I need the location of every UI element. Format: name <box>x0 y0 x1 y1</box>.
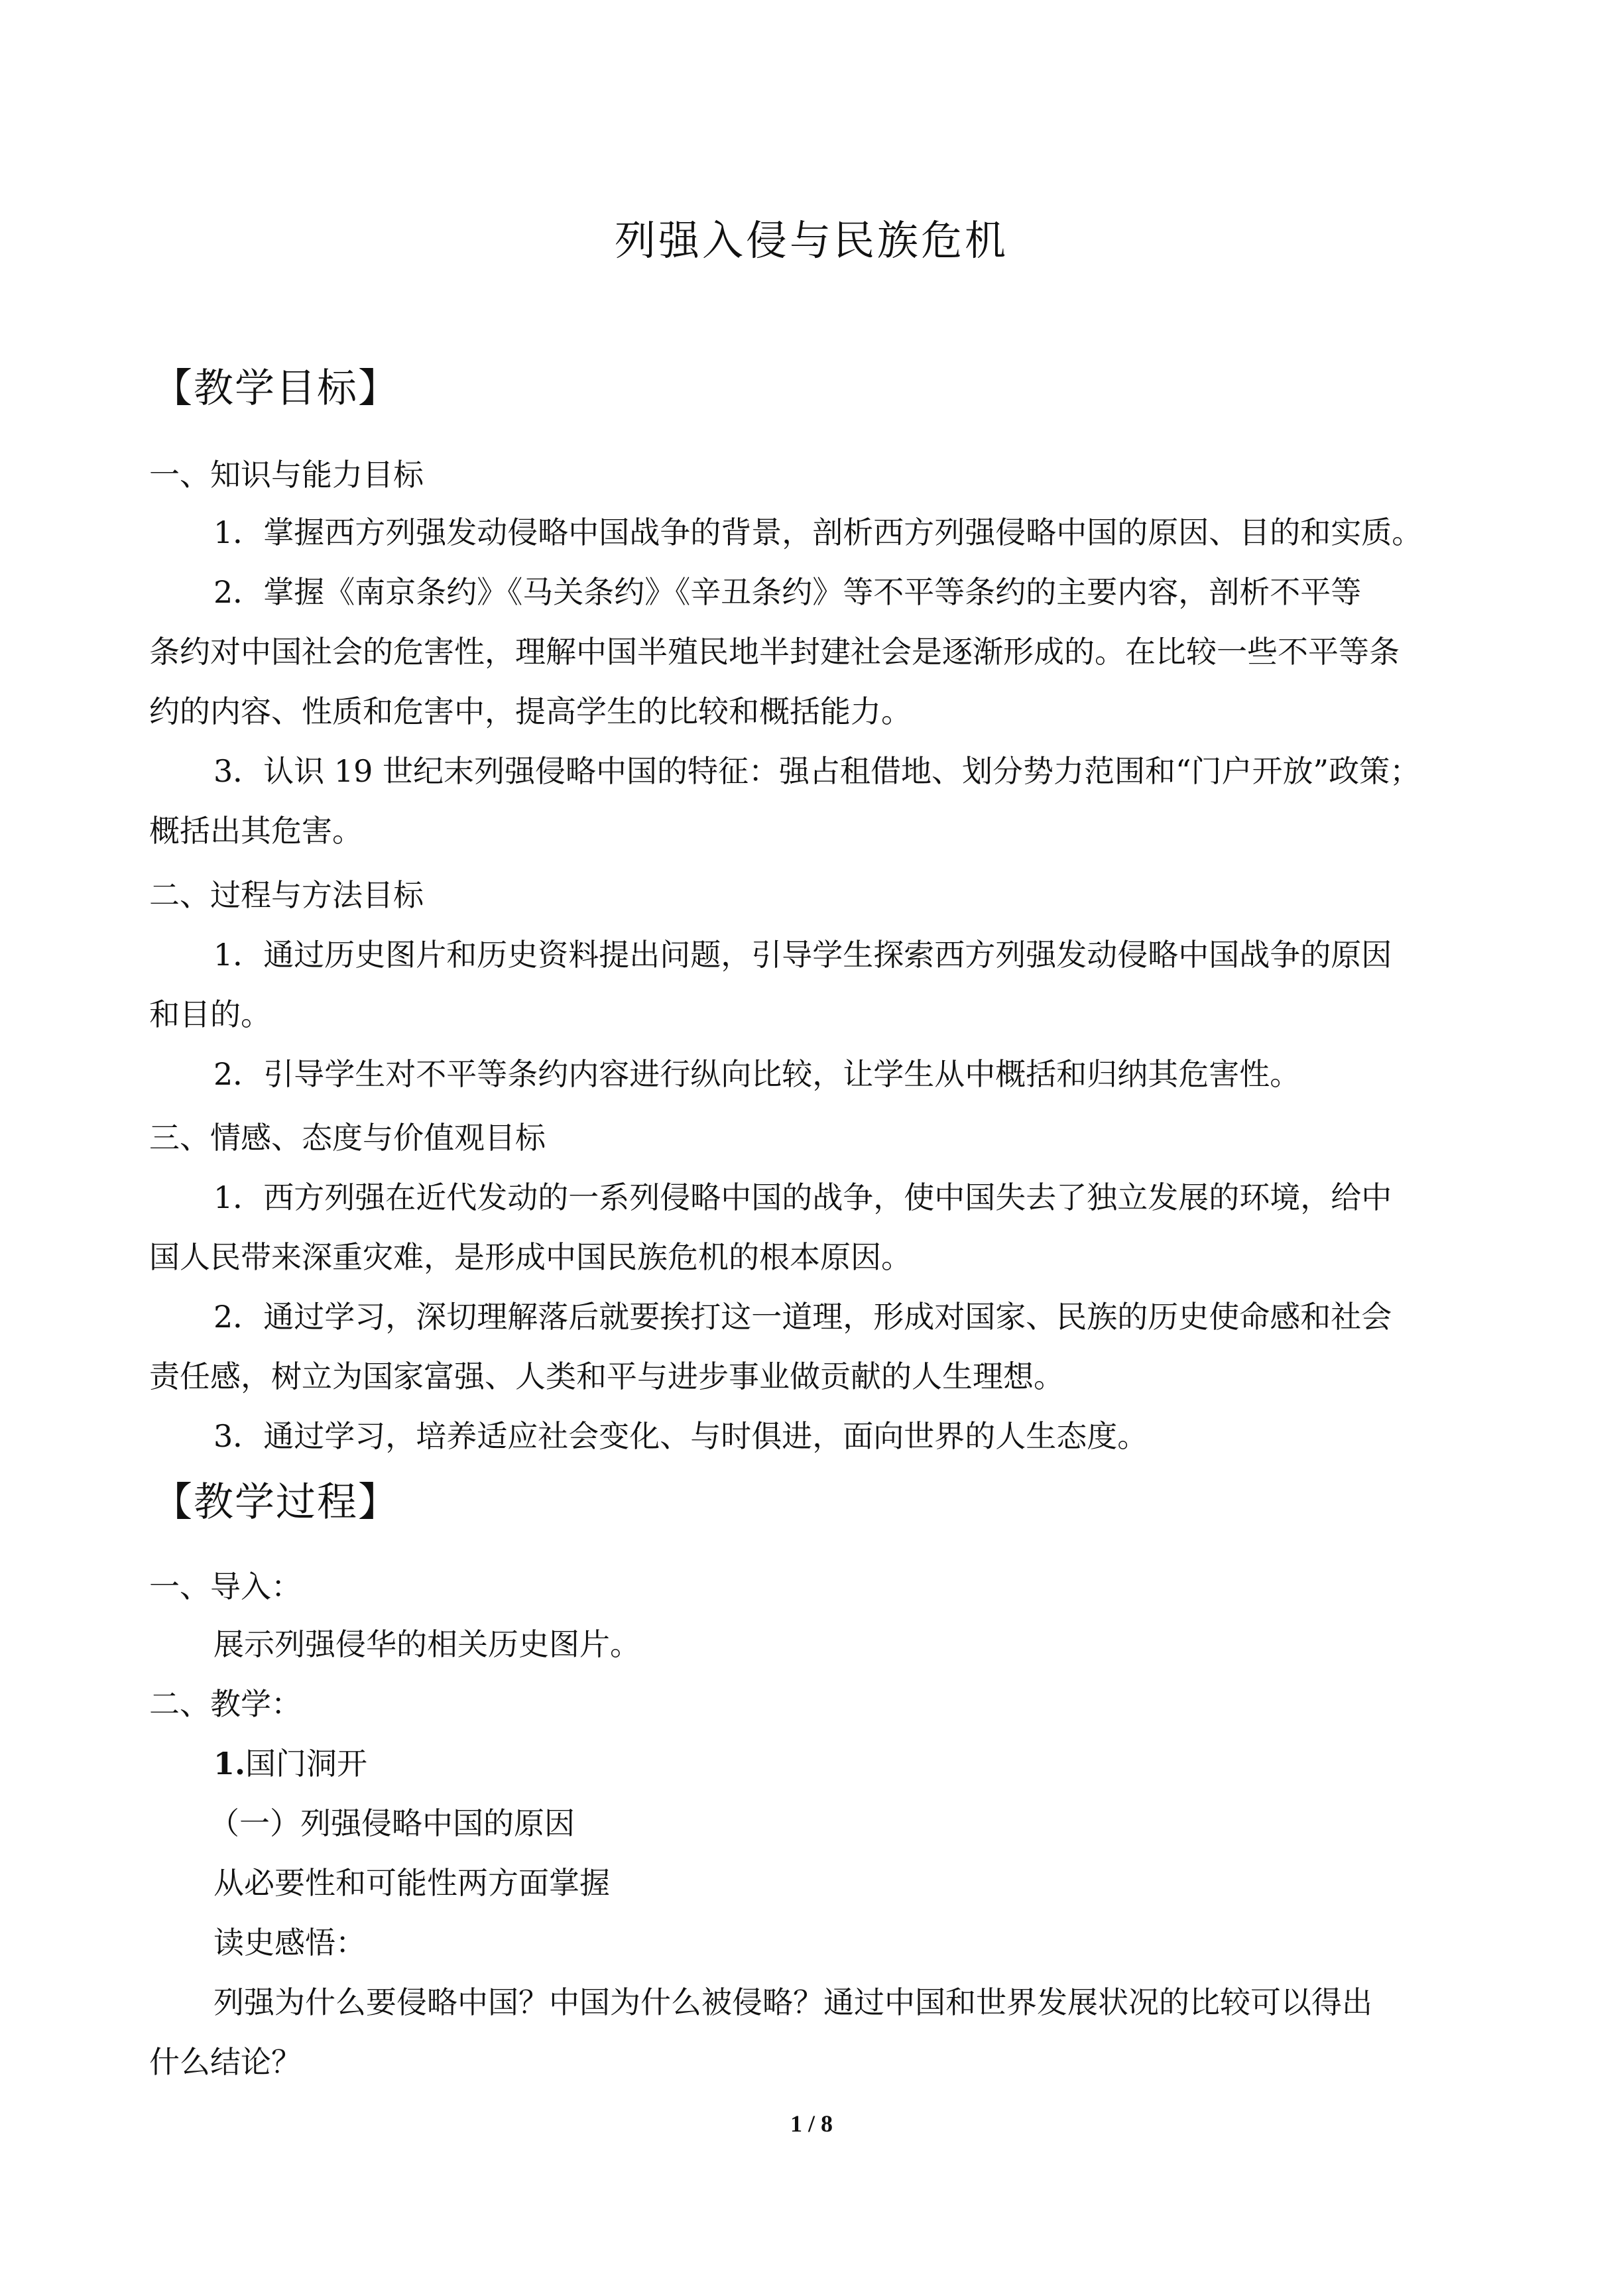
page-number: 1 / 8 <box>790 2110 833 2137</box>
subsection-title <box>213 1745 1546 1782</box>
paragraph: 和目的。 <box>149 997 271 1032</box>
paragraph: 1．掌握西方列强发动侵略中国战争的背景，剖析西方列强侵略中国的原因、目的和实质。 <box>213 514 1423 550</box>
paragraph: 条约对中国社会的危害性，理解中国半殖民地半封建社会是逐渐形成的。在比较一些不平等条 <box>149 634 1400 670</box>
paragraph: 1．通过历史图片和历史资料提出问题，引导学生探索西方列强发动侵略中国战争的原因 <box>213 937 1392 973</box>
document-title: 列强入侵与民族危机 <box>614 216 1008 265</box>
paragraph: 2．引导学生对不平等条约内容进行纵向比较，让学生从中概括和归纳其危害性。 <box>213 1056 1301 1092</box>
paragraph: 什么结论？ <box>149 2044 302 2080</box>
paragraph: 2．通过学习，深切理解落后就要挨打这一道理，形成对国家、民族的历史使命感和社会 <box>213 1299 1392 1335</box>
paragraph: 3．通过学习，培养适应社会变化、与时俱进，面向世界的人生态度。 <box>213 1418 1148 1454</box>
subsection-text: 国门洞开 <box>245 1746 368 1782</box>
goal-section-2-title: 二、过程与方法目标 <box>149 877 424 913</box>
subsection-number: 1. <box>213 1746 246 1782</box>
paragraph: 责任感，树立为国家富强、人类和平与进步事业做贡献的人生理想。 <box>149 1359 1064 1394</box>
process-step-1-title: 一、导入： <box>149 1569 302 1604</box>
paragraph: 1．西方列强在近代发动的一系列侵略中国的战争，使中国失去了独立发展的环境，给中 <box>213 1179 1392 1215</box>
paragraph: 2．掌握《南京条约》《马关条约》《辛丑条约》等不平等条约的主要内容，剖析不平等 <box>213 574 1362 610</box>
paragraph: 国人民带来深重灾难，是形成中国民族危机的根本原因。 <box>149 1239 912 1275</box>
goal-section-3-title: 三、情感、态度与价值观目标 <box>149 1120 546 1156</box>
paragraph: 展示列强侵华的相关历史图片。 <box>213 1626 640 1662</box>
paragraph: 概括出其危害。 <box>149 813 363 849</box>
paragraph: 读史感悟： <box>213 1925 366 1961</box>
section-heading-goals: 【教学目标】 <box>152 365 399 412</box>
paragraph: 从必要性和可能性两方面掌握 <box>213 1865 610 1901</box>
process-step-2-title: 二、教学： <box>149 1686 302 1722</box>
paragraph: （一）列强侵略中国的原因 <box>209 1805 575 1841</box>
paragraph: 约的内容、性质和危害中，提高学生的比较和概括能力。 <box>149 694 912 729</box>
paragraph: 列强为什么要侵略中国？中国为什么被侵略？通过中国和世界发展状况的比较可以得出 <box>213 1984 1372 2020</box>
paragraph: 3．认识 19 世纪末列强侵略中国的特征：强占租借地、划分势力范围和“门户开放”政策； <box>213 753 1421 789</box>
goal-section-1-title: 一、知识与能力目标 <box>149 457 424 493</box>
section-heading-process: 【教学过程】 <box>152 1479 399 1526</box>
